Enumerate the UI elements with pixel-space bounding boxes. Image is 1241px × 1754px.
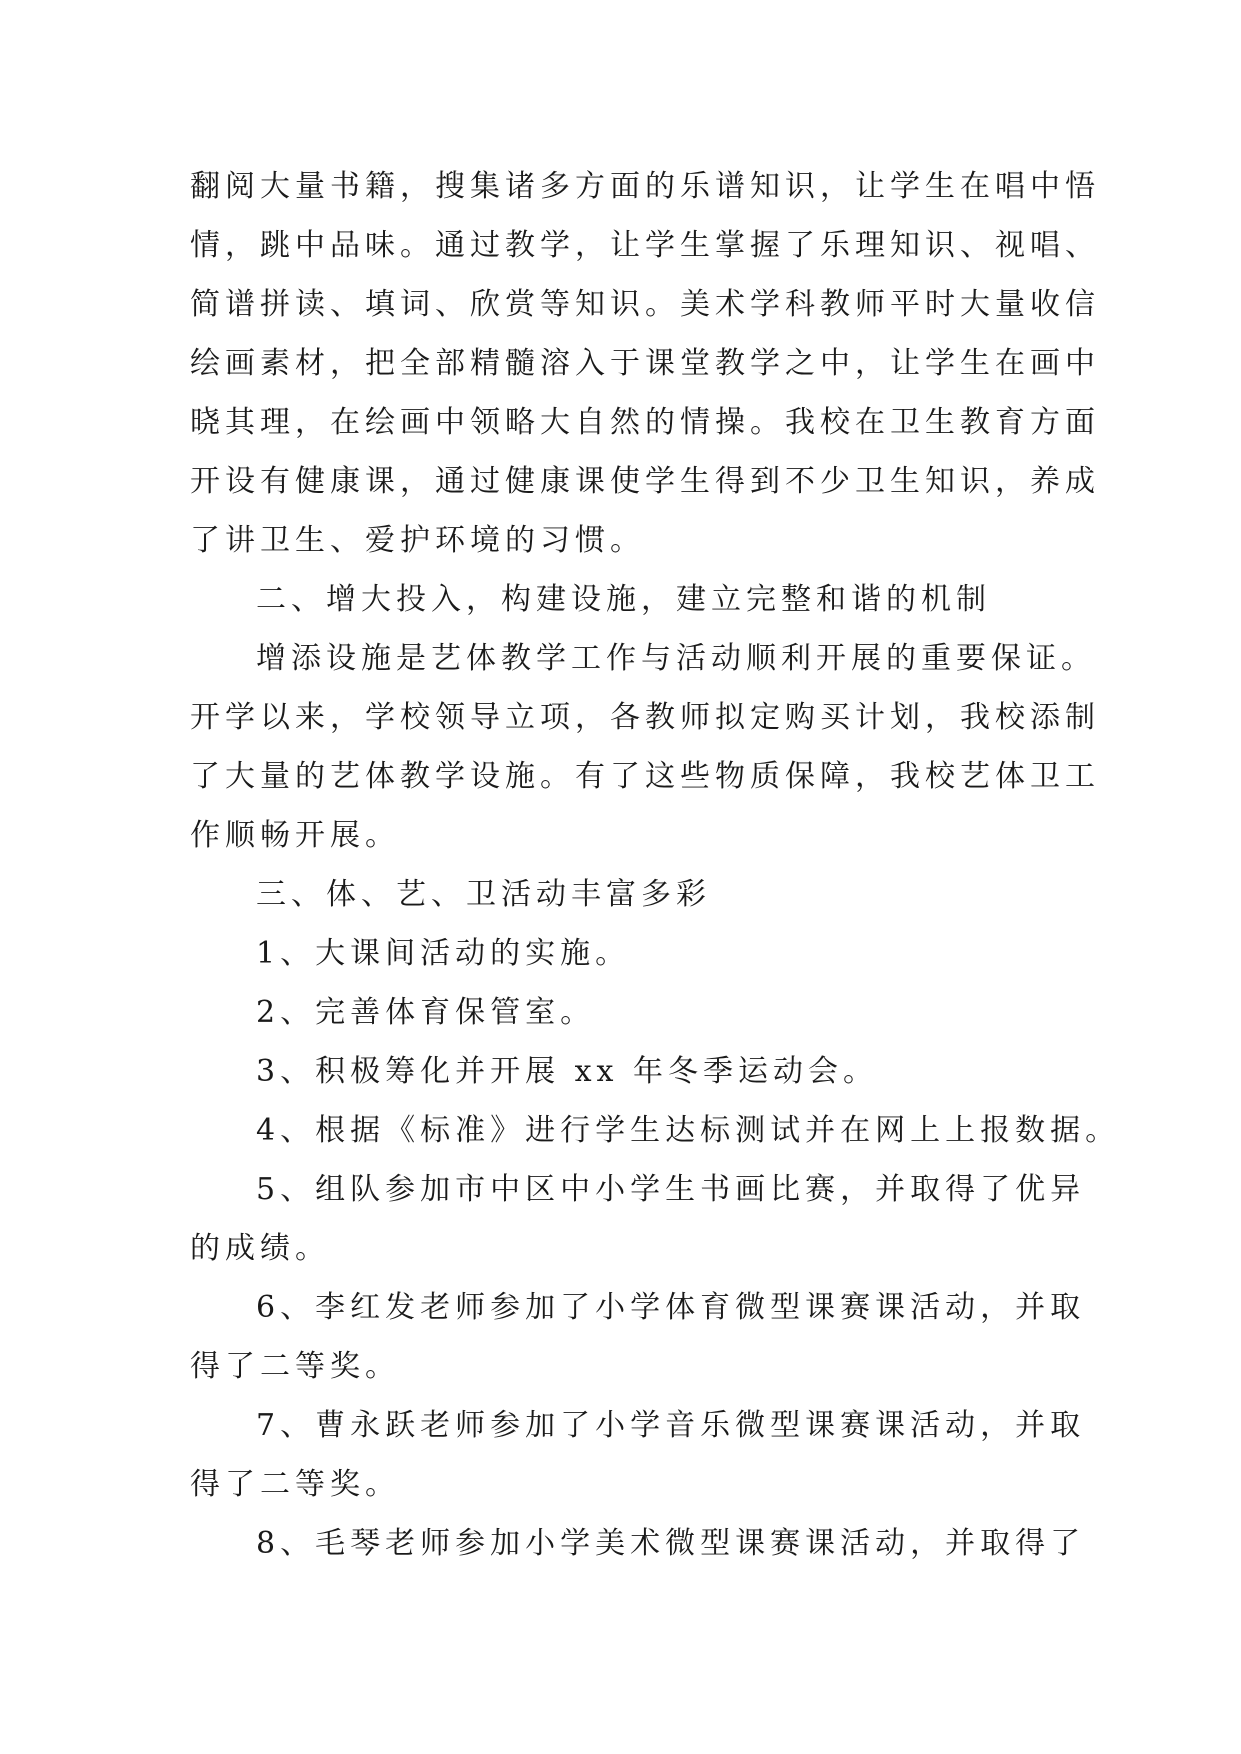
text-line: 开设有健康课，通过健康课使学生得到不少卫生知识，养成	[190, 464, 1100, 499]
text-line: 了讲卫生、爱护环境的习惯。	[190, 523, 645, 558]
list-item: 6、李红发老师参加了小学体育微型课赛课活动，并取	[256, 1290, 1086, 1325]
text-line: 得了二等奖。	[190, 1349, 400, 1384]
text-line: 绘画素材，把全部精髓溶入于课堂教学之中，让学生在画中	[190, 346, 1100, 381]
list-item: 3、积极筹化并开展 xx 年冬季运动会。	[256, 1054, 878, 1089]
text-line: 增添设施是艺体教学工作与活动顺利开展的重要保证。	[256, 641, 1096, 676]
text-line: 简谱拼读、填词、欣赏等知识。美术学科教师平时大量收信	[190, 287, 1100, 322]
list-item: 7、曹永跃老师参加了小学音乐微型课赛课活动，并取	[256, 1408, 1086, 1443]
list-item: 1、大课间活动的实施。	[256, 936, 631, 971]
list-item: 4、根据《标准》进行学生达标测试并在网上上报数据。	[256, 1113, 1121, 1148]
text-line: 开学以来，学校领导立项，各教师拟定购买计划，我校添制	[190, 700, 1100, 735]
list-item: 8、毛琴老师参加小学美术微型课赛课活动，并取得了	[256, 1526, 1086, 1561]
list-item: 2、完善体育保管室。	[256, 995, 596, 1030]
text-line: 情，跳中品味。通过教学，让学生掌握了乐理知识、视唱、	[190, 228, 1100, 263]
text-line: 的成绩。	[190, 1231, 330, 1266]
section-heading: 二、增大投入，构建设施，建立完整和谐的机制	[256, 582, 991, 617]
text-line: 了大量的艺体教学设施。有了这些物质保障，我校艺体卫工	[190, 759, 1100, 794]
list-item: 5、组队参加市中区中小学生书画比赛，并取得了优异	[256, 1172, 1086, 1207]
text-line: 得了二等奖。	[190, 1467, 400, 1502]
text-line: 晓其理，在绘画中领略大自然的情操。我校在卫生教育方面	[190, 405, 1100, 440]
section-heading: 三、体、艺、卫活动丰富多彩	[256, 877, 711, 912]
text-line: 翻阅大量书籍，搜集诸多方面的乐谱知识，让学生在唱中悟	[190, 169, 1100, 204]
document-body	[190, 157, 1121, 1573]
text-line: 作顺畅开展。	[190, 818, 400, 853]
